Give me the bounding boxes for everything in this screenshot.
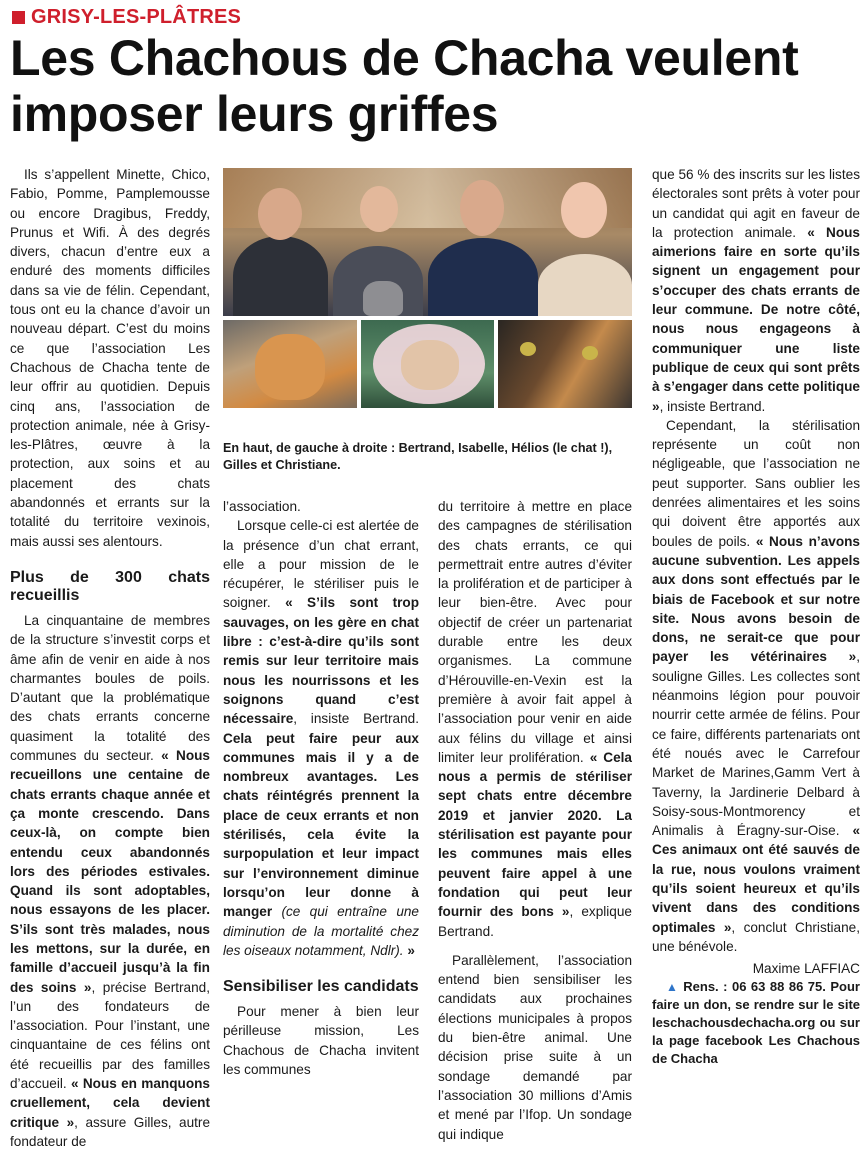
paragraph-elections: Parallèlement, l’association entend bien sensibiliser les candidats aux prochaines élections municipales à propos du bien-être animal. Une décision prise suite à un sondage demandé par l’association 30 millions d’Amis et mené par l’Ifop. Un sondage qui indique bbox=[438, 952, 632, 1142]
paragraph-mission: Lorsque celle-ci est alertée de la présence d’un chat errant, elle a pour mission de le récupérer, le stériliser puis le soigner. « S’ils sont trop sauvages, on les gère en chat libre : c’est-à-dire qu’ils sont remis sur leur territoire mais nous les nourrissons et les soignons quand c’est nécessaire, insiste Bertrand. Cela peut faire peur aux communes mais il y a de nombreux avantages. Les chats réintégrés prennent la place de ceux errants et non stérilisés, cela évite la surpopulation et leur impact sur l’environnement diminue lorsqu’on leur donne à manger (ce qui entraîne une diminution de la mortalité chez les oiseaux notamment, Ndlr). » bbox=[223, 518, 420, 958]
kicker-square-icon bbox=[12, 11, 25, 24]
headline: Les Chachous de Chacha veulent imposer leurs griffes bbox=[10, 30, 799, 142]
paragraph-sondage: que 56 % des inscrits sur les listes électorales sont prêts à voter pour un candidat qui agit en faveur de la protection animale. « Nous aimerions faire en sorte qu’ils signent un engagement pour s’occuper des chats errants de leur commune. De notre côté, nous nous engageons à communiquer une liste publique de ceux qui sont prêts à s’engager dans cette politique », insiste Bertrand. bbox=[652, 167, 860, 414]
paragraph-sterilisation: du territoire à mettre en place des campagnes de stérilisation des chats errants, ce qui permettrait entre autres d’éviter la prolifération et de participer à leur bien-être. Avec pour objectif de créer un partenariat durable entre les deux organismes. La commune d’Hérouville-en-Vexin est la première à avoir fait appel à l’association pour venir en aide aux félins du village et ainsi limiter leur prolifération. « Cela nous a permis de stériliser sept chats entre décembre 2019 et janvier 2020. La stérilisation est payante pour les communes mais elles peuvent faire appel à une fondation qui peut leur fournir des bons », explique Bertrand. bbox=[438, 499, 632, 939]
cone-cat-photo bbox=[361, 320, 495, 408]
photo-block bbox=[223, 168, 632, 408]
subhead-recueillis: Plus de 300 chats recueillis bbox=[10, 568, 210, 604]
article-column-3 bbox=[438, 497, 632, 1144]
subhead-candidats: Sensibiliser les candidats bbox=[223, 978, 419, 996]
group-photo bbox=[223, 168, 632, 316]
cat-photos bbox=[223, 320, 632, 408]
paragraph-continuation: l’association. bbox=[223, 499, 301, 514]
article-column-1 bbox=[10, 165, 210, 1151]
paragraph-members: La cinquantaine de membres de la structure s’investit corps et âme afin de venir en aide à nos charmantes boules de poils. D’autant que la problématique des chats errants concerne quasiment la totalité des communes du secteur. « Nous recueillons une centaine de chats errants chaque année et ça monte crescendo. Dans ceux-là, on compte bien entendu ceux abandonnés lors des périodes estivales. Quand ils sont adoptables, nous essayons de les placer. S’ils sont très malades, nous les mettons, sur la durée, en famille d’accueil jusqu’à la fin des soins », précise Bertrand, l’un des fondateurs de l’association. Pour l’instant, une cinquantaine de ces félins ont été recueillis par des familles d’accueil. « Nous en manquons cruellement, cela devient critique », assure Gilles, autre fondateur de bbox=[10, 612, 211, 1149]
tortoiseshell-cat-photo bbox=[498, 320, 632, 408]
kicker-label: GRISY-LES-PLÂTRES bbox=[31, 5, 242, 28]
paragraph-cout: Cependant, la stérilisation représente un coût non négligeable, que l’association ne peut supporter. Sans oublier les denrées alimentaires et les soins qui doivent être apportés aux boules de poils. « Nous n’avons aucune subvention. Les appels aux dons sont effectués par le biais de Facebook et sur notre site. Nous avons besoin de dons, ne serait-ce que pour payer les vétérinaires », souligne Gilles. Les collectes sont néanmoins légion pour pouvoir nourrir cette armée de félins. Pour ce faire, différents partenariats ont été noués avec le Carrefour Market de Marines,Gamm Vert à Taverny, la Jardinerie Delbard à Soisy-sous-Montmorency et Animalis à Éragny-sur-Oise. « Ces animaux ont été sauvés de la rue, nous voulons vraiment qu’ils soient heureux et qu’ils vivent dans des conditions optimales », conclut Christiane, une bénévole. bbox=[652, 417, 860, 954]
section-kicker bbox=[12, 6, 241, 28]
info-box: ▲ Rens. : 06 63 88 86 75. Pour faire un don, se rendre sur le site leschachousdechacha.org ou sur la page facebook Les Chachous de Chacha bbox=[652, 979, 860, 1067]
photo-caption: En haut, de gauche à droite : Bertrand, Isabelle, Hélios (le chat !), Gilles et Christiane. bbox=[223, 441, 613, 472]
author-signature: Maxime LAFFIAC bbox=[752, 961, 860, 977]
triangle-icon: ▲ bbox=[666, 980, 679, 995]
article-column-2 bbox=[223, 497, 419, 1079]
paragraph-intro: Ils s’appellent Minette, Chico, Fabio, Pomme, Pamplemousse ou encore Dragibus, Freddy, Prunus et Wifi. À des degrés divers, chacun d’entre eux a enduré des moments difficiles dans sa vie de félin. Cependant, tous ont eu la chance d’avoir un nouveau départ. C’est du moins ce que l’association Les Chachous de Chacha tente de leur offrir au quotidien. Depuis cinq ans, l’association de protection animale, née à Grisy-les-Plâtres, œuvre à la protection, aux soins et au placement des chats abandonnés et errants sur la totalité du territoire vexinois, mais aussi ses alentours. bbox=[10, 167, 210, 549]
paragraph-communes: Pour mener à bien leur périlleuse mission, Les Chachous de Chacha invitent les communes bbox=[223, 1004, 419, 1078]
article-column-4 bbox=[652, 165, 860, 1068]
ginger-cat-photo bbox=[223, 320, 357, 408]
